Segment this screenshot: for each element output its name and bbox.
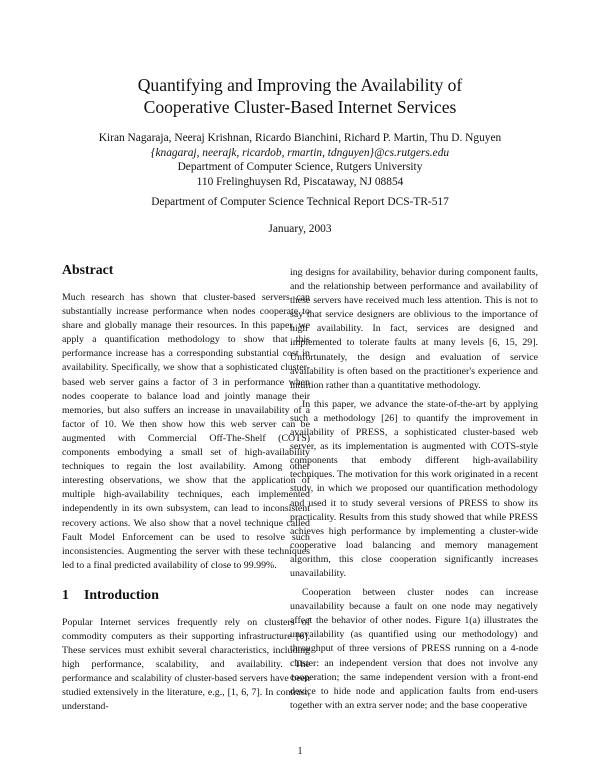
intro-paragraph-1: Popular Internet services frequently rely on clusters of commodity computers as their supporting infrastructure [6]. These services must exhibit several characteristics, including high performance, scalability, and availability. The performance and scalability of cluster-based servers have been studied extensively in the literature, e.g., [1, 6, 7]. In contrast, understand-: [62, 616, 310, 713]
title-line-2: Cooperative Cluster-Based Internet Services: [143, 97, 457, 117]
report-date: January, 2003: [268, 223, 332, 235]
title-line-1: Quantifying and Improving the Availability of: [137, 75, 463, 95]
author-address: 110 Frelinghuysen Rd, Piscataway, NJ 08854: [196, 175, 404, 188]
paper-title: [0, 74, 600, 118]
section-number: 1: [62, 586, 69, 602]
right-column: [290, 266, 538, 713]
left-column: [62, 262, 310, 715]
author-block: [0, 131, 600, 189]
intro-paragraph-2: In this paper, we advance the state-of-the-art by applying such a methodology [26] to quantify the improvement in availability of PRESS, a sophisticated cluster-based web server, as its implementation is augmented with COTS-style components that embody different high-availability techniques. The motivation for this work originated in a recent study, in which we proposed our quantification methodology and used it to study several versions of PRESS to show its practicality. Results from this study showed that while PRESS achieves high performance by implementing a cluster-wide cooperative load balancing and memory management algorithm, this close cooperation significantly increases unavailability.: [290, 398, 538, 579]
abstract-text: Much research has shown that cluster-based servers can substantially increase performance when nodes cooperate to share and globally manage their resources. In this paper, we apply a quantification methodology to show that this performance increase has a corresponding substantial cost in availability. Specifically, we show that a sophisticated cluster-based web server gains a factor of 3 in performance when nodes cooperate to balance load and jointly manage their memories, but also suffers an increase in unavailability of a factor of 10. We then show how this web server can be augmented with Commercial Off-The-Shelf (COTS) components embodying a small set of high-availability techniques to regain the lost availability. Among other interesting observations, we show that the application of multiple high-availability techniques, each implemented independently in its own subsystem, can lead to inconsistent recovery actions. We also show that a novel technique called Fault Model Enforcement can be used to resolve such inconsistencies. Augmenting the server with these techniques led to a final predicted availability of close to 99.99%.: [62, 292, 310, 571]
abstract-heading: Abstract: [62, 262, 114, 277]
author-department: Department of Computer Science, Rutgers University: [177, 161, 423, 174]
introduction-heading: [62, 587, 310, 603]
author-names: Kiran Nagaraja, Neeraj Krishnan, Ricardo Bianchini, Richard P. Martin, Thu D. Nguyen: [98, 132, 502, 144]
report-number: Department of Computer Science Technical Report DCS-TR-517: [151, 196, 449, 208]
author-emails: {knagaraj, neerajk, ricardob, rmartin, tdnguyen}@cs.rutgers.edu: [150, 146, 450, 159]
section-title: Introduction: [84, 586, 159, 602]
page-number: 1: [297, 746, 303, 757]
intro-paragraph-1-continued: ing designs for availability, behavior during component faults, and the relationship between performance and availability of these servers have received much less attention. This is not to say that service designers are oblivious to the importance of high availability. In fact, services are designed and implemented to tolerate faults at many levels [6, 15, 29]. Unfortunately, the design and evaluation of service availability is often based on the practitioner's experience and intuition rather than a quantitative methodology.: [290, 267, 538, 391]
intro-paragraph-3: Cooperation between cluster nodes can increase unavailability because a fault on one node may negatively affect the behavior of other nodes. Figure 1(a) illustrates the unavailability (as quantified using our methodology) and throughput of three versions of PRESS running on a 4-node cluster: an independent version that does not involve any cooperation; the same independent version with a front-end device to hide node and application faults from end-users together with an extra server node; and the base cooperative: [290, 587, 538, 711]
